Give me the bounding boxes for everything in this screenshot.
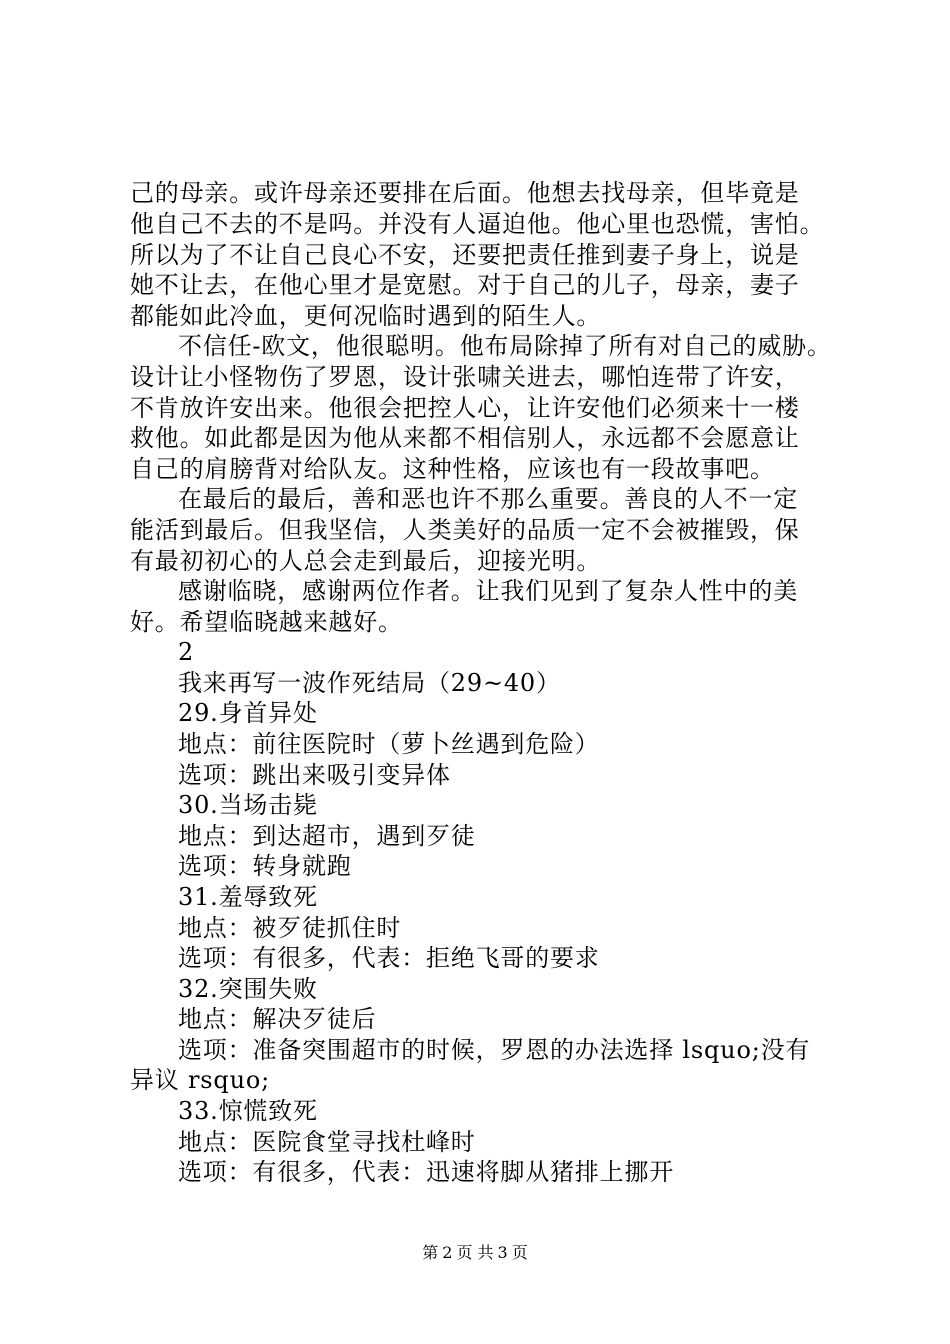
ending-location: 地点：前往医院时（萝卜丝遇到危险） <box>178 730 600 758</box>
ending-title: 32.突围失败 <box>178 975 318 1003</box>
ending-location: 地点：医院食堂寻找杜峰时 <box>178 1128 476 1156</box>
text-line: 自己的肩膀背对给队友。这种性格，应该也有一段故事吧。 <box>130 455 775 483</box>
text-line: 都能如此冷血，更何况临时遇到的陌生人。 <box>130 302 602 330</box>
text-line: 能活到最后。但我坚信，人类美好的品质一定不会被摧毁，保 <box>130 516 800 544</box>
text-line: 好。希望临晓越来越好。 <box>130 608 403 636</box>
paragraph-start: 在最后的最后，善和恶也许不那么重要。善良的人不一定 <box>178 485 798 513</box>
text-line: 己的母亲。或许母亲还要排在后面。他想去找母亲，但毕竟是 <box>130 179 800 207</box>
page-footer <box>0 1243 950 1263</box>
text-line: 不肯放许安出来。他很会把控人心，让许安他们必须来十一楼 <box>130 394 800 422</box>
ending-title: 33.惊慌致死 <box>178 1097 318 1125</box>
ending-location: 地点：到达超市，遇到歹徒 <box>178 822 476 850</box>
text-line: 她不让去，在他心里才是宽慰。对于自己的儿子，母亲，妻子 <box>130 271 800 299</box>
page-total-number: 3 <box>497 1243 508 1262</box>
paragraph-start: 感谢临晓，感谢两位作者。让我们见到了复杂人性中的美 <box>178 577 798 605</box>
text-line: 他自己不去的不是吗。并没有人逼迫他。他心里也恐慌，害怕。 <box>130 210 825 238</box>
page-label-prefix: 第 <box>422 1243 439 1262</box>
ending-option: 选项：跳出来吸引变异体 <box>178 761 451 789</box>
ending-option: 选项：有很多，代表：拒绝飞哥的要求 <box>178 944 600 972</box>
page-current-number: 2 <box>442 1243 453 1262</box>
text-line: 有最初初心的人总会走到最后，迎接光明。 <box>130 547 602 575</box>
ending-option: 选项：转身就跑 <box>178 852 352 880</box>
ending-option: 选项：准备突围超市的时候，罗恩的办法选择 lsquo;没有 <box>178 1036 811 1064</box>
text-line: 设计让小怪物伤了罗恩，设计张啸关进去，哪怕连带了许安， <box>130 363 800 391</box>
text-line: 救他。如此都是因为他从来都不相信别人，永远都不会愿意让 <box>130 424 800 452</box>
section-number: 2 <box>178 638 195 666</box>
text-line: 所以为了不让自己良心不安，还要把责任推到妻子身上，说是 <box>130 241 800 269</box>
page-label-mid: 页 共 <box>456 1243 494 1262</box>
ending-location: 地点：被歹徒抓住时 <box>178 914 402 942</box>
ending-title: 30.当场击毙 <box>178 791 318 819</box>
page-label-suffix: 页 <box>511 1243 528 1262</box>
ending-title: 29.身首异处 <box>178 699 318 727</box>
paragraph-start: 不信任-欧文，他很聪明。他布局除掉了所有对自己的威胁。 <box>178 332 832 360</box>
section-heading: 我来再写一波作死结局（29~40） <box>178 669 561 697</box>
text-line: 异议 rsquo; <box>130 1066 270 1094</box>
ending-location: 地点：解决歹徒后 <box>178 1005 377 1033</box>
ending-title: 31.羞辱致死 <box>178 883 318 911</box>
ending-option: 选项：有很多，代表：迅速将脚从猪排上挪开 <box>178 1158 674 1186</box>
